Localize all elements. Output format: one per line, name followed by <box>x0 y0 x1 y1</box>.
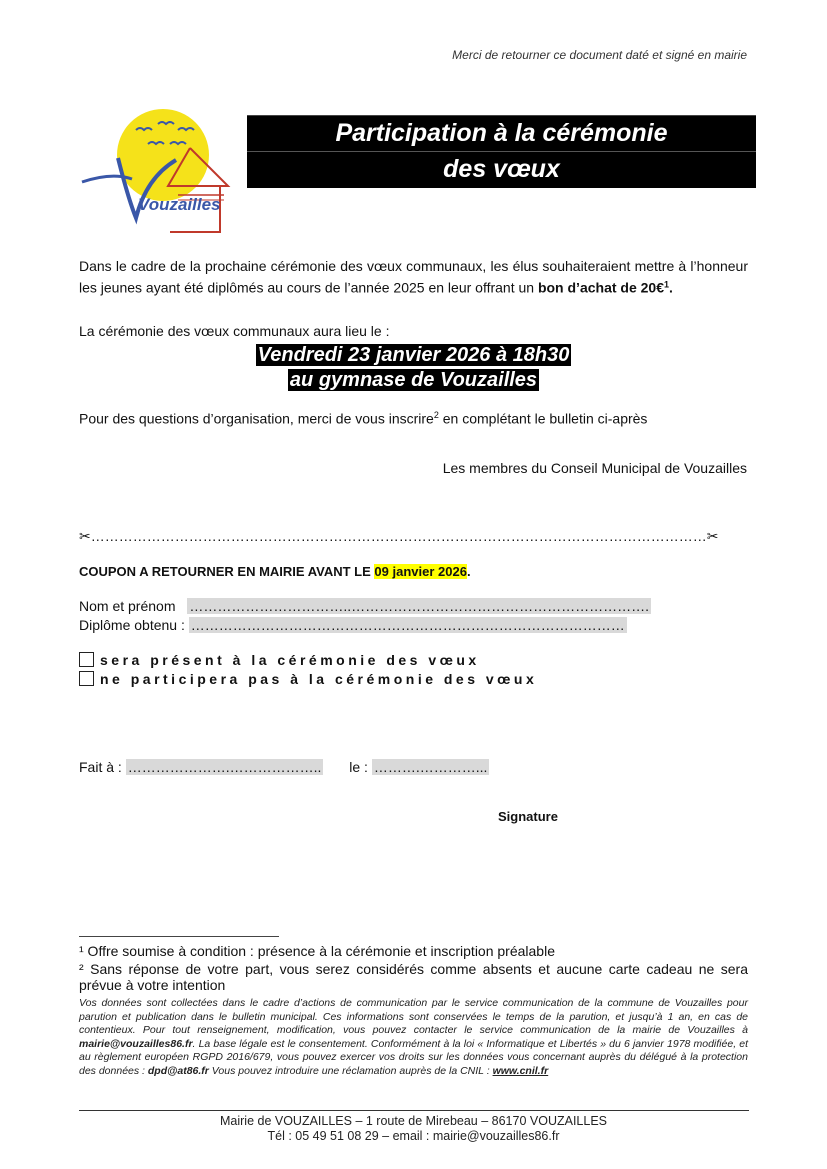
ceremony-intro: La cérémonie des vœux communaux aura lieu le : <box>79 323 390 339</box>
checkbox-square-icon[interactable] <box>79 671 94 686</box>
footnote-2: ² Sans réponse de votre part, vous serez considérés comme absents et aucune carte cadeau ne sera prévue à votre intention <box>79 961 748 993</box>
title-line-1: Participation à la cérémonie <box>247 116 756 152</box>
attending-label: sera présent à la cérémonie des vœux <box>100 652 480 668</box>
signature-label: Signature <box>498 809 558 824</box>
date-field[interactable]: ……….…………... <box>373 759 488 775</box>
cut-line: ✂……………………………………………………………………………………………………………………✂ <box>79 528 719 544</box>
cnil-link[interactable]: www.cnil.fr <box>492 1064 549 1077</box>
privacy-notice: Vos données sont collectées dans le cadre d’actions de communication par le service communication de la commune de Vouzailles pour parution et publication dans le bulletin municipal. Ces informations sont conservées le temps de la parution, et jusqu’à 1 an, en cas de contentieux. Pour tout renseignement, modification, vous pouvez contacter le service communication de la mairie de Vouzailles à mairie@vouzailles86.fr. La base légale est le consentement. Conformément à la loi « Informatique et Libertés » du 6 janvier 1978 modifiée, et au règlement européen RGPD 2016/679, vous pouvez exercer vos droits sur les données vous concernant auprès du délégué à la protection des données : dpd@at86.fr Vous pouvez introduire une réclamation auprès de la CNIL : www.cnil.fr <box>79 997 748 1077</box>
dpd-email[interactable]: dpd@at86.fr <box>147 1064 209 1077</box>
svg-text:Vouzailles: Vouzailles <box>138 195 221 214</box>
diploma-field-row <box>79 617 627 633</box>
diploma-field[interactable]: ………………………………………………………………………………… <box>190 617 625 633</box>
deadline-date: 09 janvier 2026 <box>374 564 467 579</box>
event-location: au gymnase de Vouzailles <box>289 369 538 391</box>
footnote-divider <box>79 936 279 937</box>
date-label: le : <box>349 759 368 775</box>
intro-paragraph: Dans le cadre de la prochaine cérémonie des vœux communaux, les élus souhaiteraient mettre à l’honneur les jeunes ayant été diplômés au cours de l’année 2025 en leur offrant un bon d’achat de 20€$^1$. <box>79 258 748 296</box>
checkbox-attending[interactable] <box>79 652 480 668</box>
vouzailles-logo <box>78 100 238 240</box>
place-label: Fait à : <box>79 759 122 775</box>
not-attending-label: ne participera pas à la cérémonie des vœux <box>100 671 538 687</box>
council-signoff: Les membres du Conseil Municipal de Vouzailles <box>442 460 747 476</box>
footnote-ref-1: 1 <box>664 279 670 289</box>
event-highlight <box>0 343 827 393</box>
diploma-label: Diplôme obtenu : <box>79 617 185 633</box>
place-date-row <box>79 759 489 775</box>
document-title <box>247 115 756 188</box>
footnote-1: ¹ Offre soumise à condition : présence à la cérémonie et inscription préalable <box>79 943 555 959</box>
name-label: Nom et prénom <box>79 598 176 614</box>
footer-divider <box>79 1110 749 1111</box>
voucher-amount: bon d’achat de 20€ <box>537 279 664 296</box>
return-instruction: Merci de retourner ce document daté et signé en mairie <box>452 48 747 62</box>
event-date: Vendredi 23 janvier 2026 à 18h30 <box>257 344 570 366</box>
name-field-row <box>79 598 651 614</box>
town-logo-icon <box>78 100 238 240</box>
checkbox-not-attending[interactable] <box>79 671 537 687</box>
footer-address: Mairie de VOUZAILLES – 1 route de Mirebeau – 86170 VOUZAILLES <box>219 1114 607 1128</box>
footer-contact: Tél : 05 49 51 08 29 – email : mairie@vouzailles86.fr <box>267 1129 560 1143</box>
coupon-deadline: COUPON A RETOURNER EN MAIRIE AVANT LE 09 janvier 2026. <box>79 564 471 579</box>
footnote-ref-2: 2 <box>433 410 439 420</box>
registration-request: Pour des questions d’organisation, merci de vous inscrire$^2$ en complétant le bulletin ci-après <box>79 410 648 427</box>
title-line-2: des vœux <box>443 155 560 183</box>
checkbox-square-icon[interactable] <box>79 652 94 667</box>
footer <box>0 1114 827 1144</box>
mairie-email[interactable]: mairie@vouzailles86.fr <box>79 1037 193 1050</box>
place-field[interactable]: ………………….……………….. <box>127 759 322 775</box>
name-field[interactable]: ……………………………..………………………………………………………. <box>189 598 650 614</box>
